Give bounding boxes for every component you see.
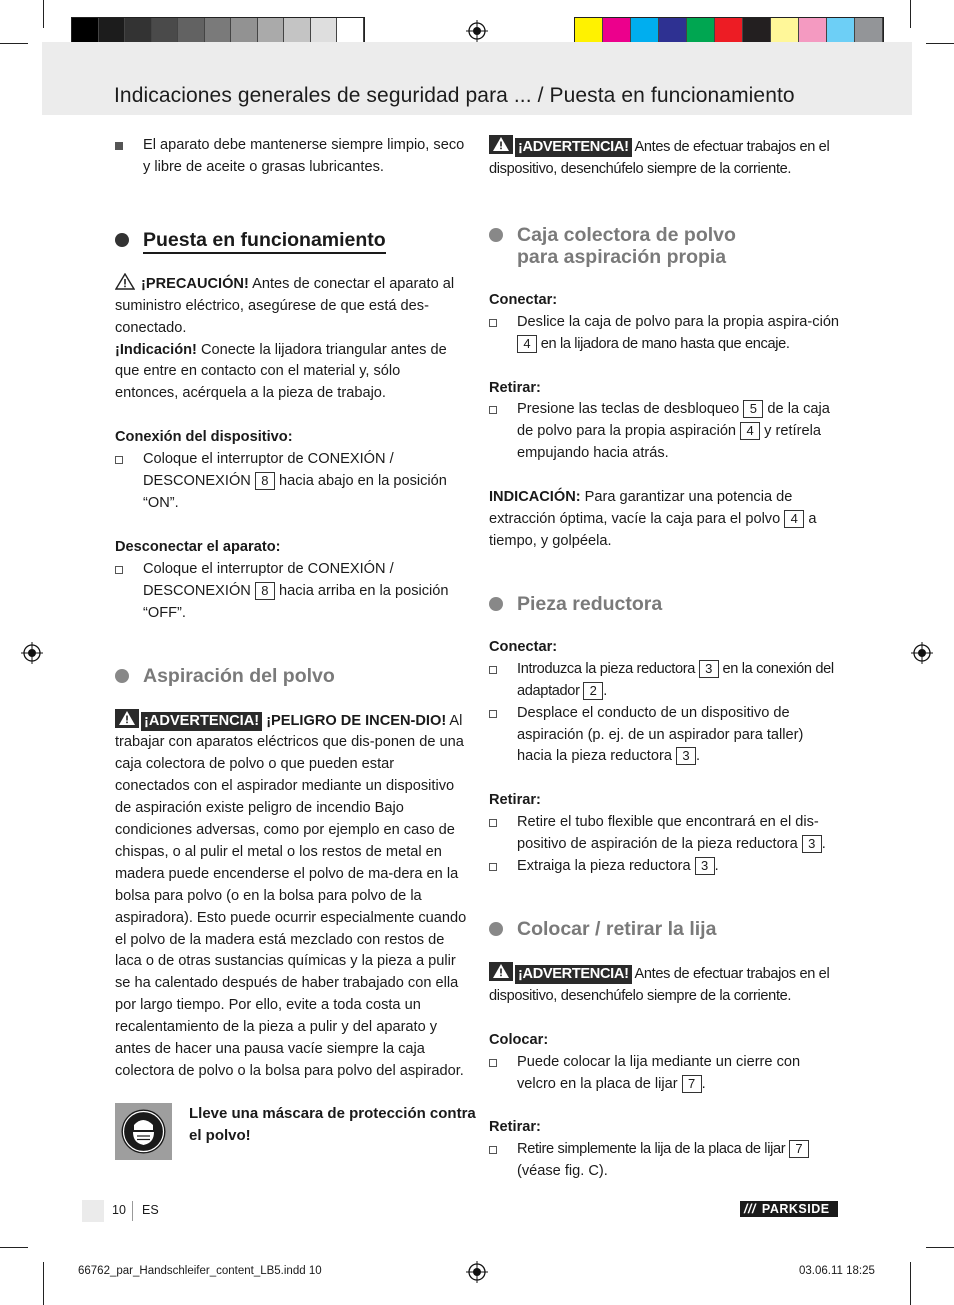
right-column	[489, 135, 841, 1183]
list-item: Introduzca la pieza reductora 3 en la conexión del adaptador 2 .	[489, 659, 841, 703]
list-item: Extraiga la pieza reductora 3 .	[489, 856, 841, 878]
list-item: Coloque el interruptor de CONEXIÓN / DESCONEXIÓN 8 hacia abajo en la posición “ON”.	[115, 449, 467, 515]
section-heading-caja: Caja colectora de polvo para aspiración propia	[489, 224, 841, 268]
part-number-badge: 8	[255, 582, 275, 600]
list-item: Deslice la caja de polvo para la propia aspira-ción 4 en la lijadora de mano hasta que encaje.	[489, 312, 841, 356]
top-warning-paragraph: ¡ADVERTENCIA! Antes de efectuar trabajos en el dispositivo, desenchúfelo siempre de la corriente.	[489, 135, 841, 181]
crop-mark	[43, 1262, 44, 1305]
part-number-badge: 3	[695, 857, 715, 875]
part-number-badge: 4	[740, 422, 760, 440]
warning-label: ¡ADVERTENCIA!	[141, 712, 262, 731]
checkbox-square-icon	[115, 566, 123, 574]
subheading-conexion: Conexión del dispositivo:	[115, 429, 293, 446]
list-item: Retire el tubo flexible que encontrará en el dis-positivo de aspiración de la pieza reductora 3 .	[489, 812, 841, 856]
checkbox-square-icon	[489, 1059, 497, 1067]
checkbox-square-icon	[489, 1146, 497, 1154]
part-number-badge: 4	[517, 335, 537, 353]
list-item: Retire simplemente la lija de la placa de lijar 7 (véase fig. C).	[489, 1139, 841, 1183]
part-number-badge: 2	[583, 682, 603, 700]
list-item: Desplace el conducto de un dispositivo de aspiración (p. ej. de un aspirador para taller) hacia la pieza reductora 3 .	[489, 703, 841, 769]
crop-mark	[910, 0, 911, 28]
warning-triangle-icon	[115, 709, 139, 728]
part-number-badge: 5	[743, 400, 763, 418]
brand-logo: /// PARKSIDE	[740, 1201, 838, 1217]
divider	[132, 1201, 133, 1221]
subheading-retirar: Retirar:	[489, 792, 541, 809]
part-number-badge: 3	[699, 660, 719, 678]
checkbox-square-icon	[489, 406, 497, 414]
part-number-badge: 3	[676, 747, 696, 765]
crop-mark	[910, 1262, 911, 1305]
subheading-retirar: Retirar:	[489, 1119, 541, 1136]
part-number-badge: 8	[255, 472, 275, 490]
indicacion-paragraph: INDICACIÓN: Para garantizar una potencia de extracción óptima, vacíe la caja para el polvo 4 a tiempo, y golpéela.	[489, 489, 817, 549]
checkbox-square-icon	[489, 819, 497, 827]
file-slug: 66762_par_Handschleifer_content_LB5.indd 10	[78, 1265, 322, 1277]
bullet-dot-icon	[489, 228, 503, 242]
dust-mask-icon	[115, 1103, 172, 1160]
left-column	[115, 135, 476, 1161]
bullet-dot-icon	[115, 669, 129, 683]
page-title: Indicaciones generales de seguridad para ... / Puesta en funcionamiento	[114, 84, 795, 107]
subheading-desconectar: Desconectar el aparato:	[115, 538, 281, 555]
warning-triangle-icon	[115, 273, 135, 290]
page-tab-marker	[82, 1200, 104, 1222]
checkbox-square-icon	[489, 319, 497, 327]
language-code: ES	[142, 1203, 159, 1217]
brand-slashes-icon: ///	[744, 1202, 756, 1216]
subheading-retirar: Retirar:	[489, 379, 541, 396]
caution-paragraph: ¡PRECAUCIÓN! Antes de conectar el aparato al suministro eléctrico, asegúrese de que está des-conectado.	[115, 273, 467, 340]
page-number: 10	[112, 1203, 126, 1217]
crop-mark	[0, 1247, 28, 1248]
list-item: Presione las teclas de desbloqueo 5 de la caja de polvo para la propia aspiración 4 y retírela empujando hacia atrás.	[489, 399, 841, 465]
note-paragraph: ¡Indicación! Conecte la lijadora triangular antes de que entre en contacto con el material y, sólo entonces, acérquela a la pieza de trabajo.	[115, 341, 447, 402]
crop-mark	[0, 43, 28, 44]
list-item: Coloque el interruptor de CONEXIÓN / DESCONEXIÓN 8 hacia arriba en la posición “OFF”.	[115, 559, 467, 625]
part-number-badge: 7	[789, 1140, 809, 1158]
mask-notice: Lleve una máscara de protección contra el polvo!	[115, 1103, 467, 1161]
subheading-conectar: Conectar:	[489, 291, 558, 308]
section-heading-pieza: Pieza reductora	[489, 593, 841, 615]
registration-mark-icon	[466, 1261, 488, 1283]
checkbox-square-icon	[115, 456, 123, 464]
section-heading-puesta: Puesta en funcionamiento	[115, 229, 467, 251]
section-heading-lija: Colocar / retirar la lija	[489, 918, 841, 940]
warning-triangle-icon	[489, 962, 513, 981]
crop-mark	[926, 1247, 954, 1248]
crop-mark	[926, 43, 954, 44]
bullet-dot-icon	[115, 233, 129, 247]
part-number-badge: 3	[802, 835, 822, 853]
bullet-square-icon	[115, 142, 123, 150]
warning-triangle-icon	[489, 135, 513, 154]
crop-mark	[43, 0, 44, 28]
list-item: El aparato debe mantenerse siempre limpio, seco y libre de aceite o grasas lubricantes.	[115, 135, 467, 179]
fire-warning-paragraph: ¡ADVERTENCIA! ¡PELIGRO DE INCEN-DIO! Al trabajar con aparatos eléctricos que dis-ponen de una caja colectora de polvo o que pueden estar conectados con el aspirador mediante un dispositivo de aspiración existe peligro de incendio Bajo condiciones adversas, como por ejemplo en caso de chispas, o al pulir el metal o los restos de metal en madera puede encenderse el polvo de ma-dera en la bolsa para polvo (o en la bolsa para polvo de la aspiradora). Esto puede ocurrir especialmente cuando el polvo de la madera está mezclado con restos de laca o de otras sustancias químicas y la pieza a pulir se ha calentado después de haber trabajado con ella por largo tiempo. Por ello, evite a toda costa un recalentamiento de la pieza a pulir y del aparato y antes de hacer una pausa vacíe siempre la caja colectora de polvo o la bolsa para polvo del aspirador.	[115, 709, 467, 1083]
checkbox-square-icon	[489, 666, 497, 674]
list-item: Puede colocar la lija mediante un cierre con velcro en la placa de lijar 7 .	[489, 1052, 841, 1096]
checkbox-square-icon	[489, 710, 497, 718]
lija-warning-paragraph: ¡ADVERTENCIA! Antes de efectuar trabajos en el dispositivo, desenchúfelo siempre de la corriente.	[489, 962, 841, 1008]
date-slug: 03.06.11 18:25	[799, 1265, 875, 1277]
part-number-badge: 4	[784, 510, 804, 528]
checkbox-square-icon	[489, 863, 497, 871]
bullet-dot-icon	[489, 597, 503, 611]
registration-mark-icon	[911, 642, 933, 664]
registration-mark-icon	[466, 20, 488, 42]
warning-label: ¡ADVERTENCIA!	[515, 138, 632, 157]
warning-label: ¡ADVERTENCIA!	[515, 965, 632, 984]
section-heading-aspiracion: Aspiración del polvo	[115, 665, 467, 687]
bullet-dot-icon	[489, 922, 503, 936]
part-number-badge: 7	[682, 1075, 702, 1093]
subheading-conectar: Conectar:	[489, 638, 558, 655]
subheading-colocar: Colocar:	[489, 1031, 549, 1048]
registration-mark-icon	[21, 642, 43, 664]
